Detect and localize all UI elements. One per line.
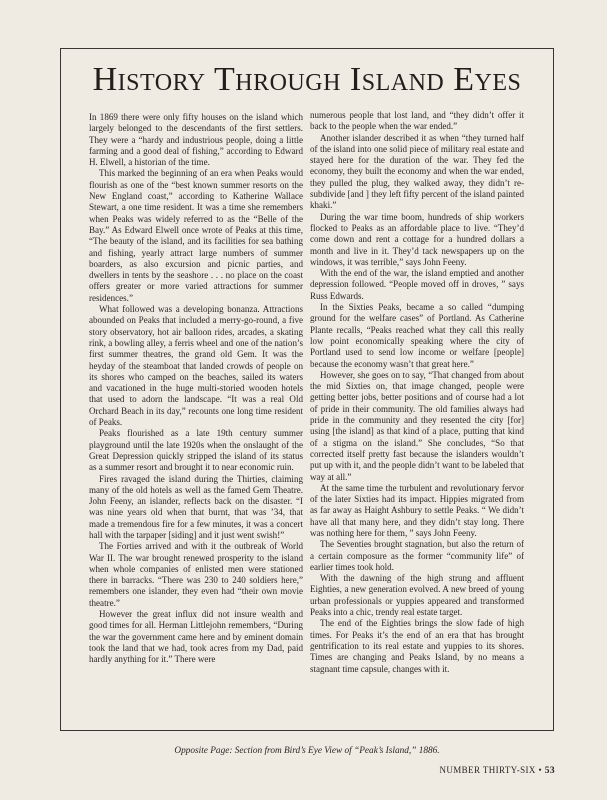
paragraph: Peaks flourished as a late 19th century summer playground until the late 1920s when the onslaught of the Great Depression quickly stripped the island of its status as a summer resort and brought it to near economic ruin. <box>89 428 303 473</box>
paragraph: The end of the Eighties brings the slow fade of high times. For Peaks it’s the end of an era that has brought gentrification to its real estate and yuppies to its shores. Times are changing and Peaks Island, by no means a stagnant time capsule, changes with it. <box>310 618 524 674</box>
issue-label: NUMBER THIRTY-SIX <box>439 765 536 775</box>
paragraph: With the dawning of the high strung and affluent Eighties, a new generation evolved. A new breed of young urban professionals or yuppies appeared and transformed Peaks into a chic, trendy real estate target. <box>310 573 524 618</box>
paragraph: In the Sixties Peaks, became a so called “dumping ground for the welfare cases” of Portland. As Catherine Plante recalls, “Peaks reached what they call this really low point economically speaking where the city of Portland used to send low income or welfare [people] because the economy wasn’t that great here.” <box>310 302 524 369</box>
paragraph: The Seventies brought stagnation, but also the return of a certain composure as the former “community life” of earlier times took hold. <box>310 539 524 572</box>
paragraph: With the end of the war, the island emptied and another depression followed. “People moved off in droves, ” says Russ Edwards. <box>310 268 524 301</box>
paragraph: Fires ravaged the island during the Thirties, claiming many of the old hotels as well as the famed Gem Theatre. John Feeny, an islander, reflects back on the disaster. “I was nine years old when that burnt, that was ’34, that made a tremendous fire for a few minutes, it was a concert hall with the tarpaper [siding] and it just went swish!” <box>89 473 303 540</box>
paragraph: The Forties arrived and with it the outbreak of World War II. The war brought renewed prosperity to the island when whole companies of enlisted men were stationed there in barracks. “There was 230 to 240 soldiers here,” remembers one islander, they even had “their own movie theatre.” <box>89 541 303 608</box>
paragraph: Another islander described it as when “they turned half of the island into one solid piece of military real estate and stayed here for the duration of the war. They fed the economy, they built the economy and when the war ended, they pulled the plug, they walked away, they didn’t re-subdivide [and ] they left fifty percent of the island painted khaki.” <box>310 132 524 211</box>
paragraph: However, she goes on to say, “That changed from about the mid Sixties on, that image changed, people were getting better jobs, better positions and of course had a lot of pride in their community. The old families always had pride in the community and they resented the city [for] using [the island] as that kind of a place, putting that kind of a stigma on the island.” She concludes, “So that corrected itself pretty fast because the islanders wouldn’t put up with it, and the people didn’t want to be labeled that way at all.” <box>310 369 524 482</box>
page-footer <box>439 765 555 776</box>
separator-bullet: • <box>538 765 543 775</box>
paragraph: During the war time boom, hundreds of ship workers flocked to Peaks as an affordable place to live. “They’d come down and rent a cottage for a hundred dollars a month and live in it. They’d tack newspapers up on the windows, it was terrible,” says John Feeny. <box>310 211 524 267</box>
page-number: 53 <box>544 766 555 776</box>
image-caption: Opposite Page: Section from Bird’s Eye View of “Peak’s Island,” 1886. <box>174 746 440 756</box>
paragraph: At the same time the turbulent and revolutionary fervor of the later Sixties had its impact. Hippies migrated from as far away as Haight Ashbury to settle Peaks. “ We didn’t have all that many here, and they didn’t stay long. There was nothing here for them, ” says John Feeny. <box>310 482 524 538</box>
right-column <box>310 110 524 715</box>
article-title: History Through Island Eyes <box>92 61 522 98</box>
paragraph: In 1869 there were only fifty houses on the island which largely belonged to the descendants of the first settlers. They were a “hardy and industrious people, doing a little farming and a good deal of fishing,” according to Edward H. Elwell, a historian of the time. <box>89 112 303 168</box>
paragraph: However the great influx did not insure wealth and good times for all. Herman Littlejohn remembers, “During the war the government came here and by eminent domain took the land that we had, took acres from my Dad, paid hardly anything for it.” There were <box>89 609 303 665</box>
paragraph: numerous people that lost land, and “they didn’t offer it back to the people when the war ended.” <box>310 110 524 132</box>
left-column <box>89 112 303 717</box>
paragraph: What followed was a developing bonanza. Attractions abounded on Peaks that included a merry-go-round, a five story observatory, hot air balloon rides, arcades, a skating rink, a bowling alley, a ferris wheel and one of the nation’s first summer theatres, the grand old Gem. It was the heyday of the steamboat that landed crowds of people on its shores who camped on the beaches, sailed its waters and vacationed in the huge multi-storied wooden hotels that used to adorn the landscape. “It was a real Old Orchard Beach in its day,” recounts one long time resident of Peaks. <box>89 304 303 428</box>
paragraph: This marked the beginning of an era when Peaks would flourish as one of the “best known summer resorts on the New England coast,” according to Katherine Wallace Stewart, a one time resident. It was a time she remembers when Peaks was widely referred to as the “Belle of the Bay.” As Edward Elwell once wrote of Peaks at this time, “The beauty of the island, and its facilities for sea bathing and fishing, yearly attract large numbers of summer boarders, as also excursion and picnic parties, and dwellers in tents by the seashore . . . no place on the coast offers greater or more varied attractions for summer residences.” <box>89 168 303 303</box>
